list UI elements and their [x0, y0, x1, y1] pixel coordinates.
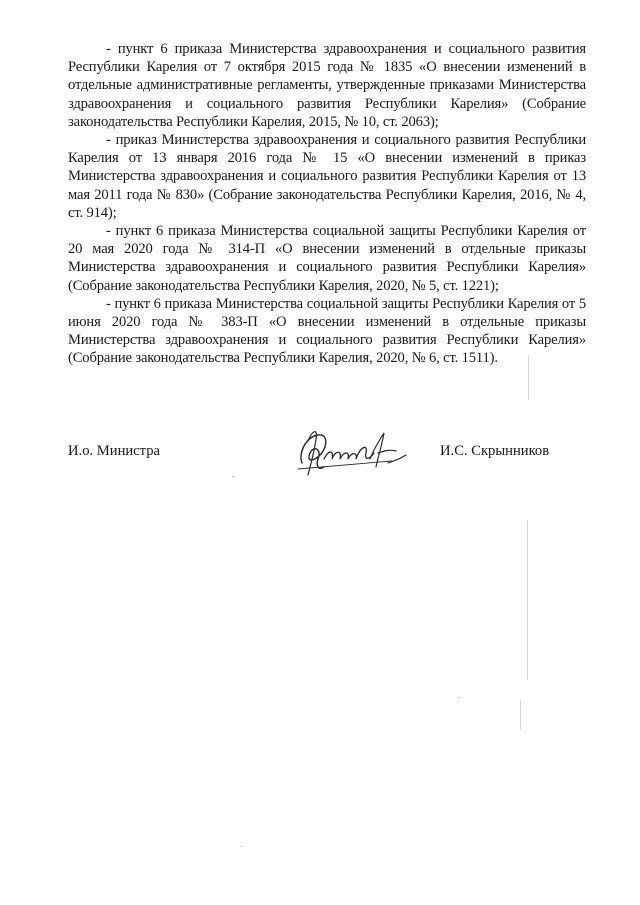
- handwritten-signature-icon: [288, 423, 418, 483]
- list-item-order-383p: - пункт 6 приказа Министерства социальной защиты Республики Карелия от 5 июня 2020 года № 383-П «О внесении изменений в отдельные приказы Министерства здравоохранения и социального развития Республики Карелия» (Собрание законодательства Республики Карелия, 2020, № 6, ст. 1511).: [68, 295, 586, 367]
- list-item-order-314p: - пункт 6 приказа Министерства социальной защиты Республики Карелия от 20 мая 2020 года № 314-П «О внесении изменений в отдельные приказы Министерства здравоохранения и социального развития Республики Карелия» (Собрание законодательства Республики Карелия, 2020, № 5, ст. 1221);: [68, 223, 586, 294]
- list-item-order-2016: - приказ Министерства здравоохранения и социального развития Республики Карелия от 13 января 2016 года № 15 «О внесении изменений в приказ Министерства здравоохранения и социального развития Республики Карелия от 13 мая 2011 года № 830» (Собрание законодательства Республики Карелия, 2016, № 4, ст. 914);: [68, 132, 586, 221]
- signatory-name: И.С. Скрынников: [440, 443, 550, 459]
- scan-artifact: [527, 520, 528, 680]
- list-item-amendment-2015: - пункт 6 приказа Министерства здравоохранения и социального развития Республики Карелия от 7 октября 2015 года № 1835 «О внесении изменений в отдельные административные регламенты, утвержденные приказами Министерства здравоохранения и социального развития Республики Карелия» (Собрание законодательства Республики Карелия, 2015, № 10, ст. 2063);: [68, 41, 586, 130]
- scan-artifact: [240, 846, 242, 847]
- scan-artifact: [232, 476, 234, 477]
- signatory-title: И.о. Министра: [68, 443, 160, 459]
- document-body: [68, 40, 586, 368]
- scan-artifact: [458, 697, 460, 698]
- scan-artifact: [528, 355, 529, 400]
- scan-artifact: [520, 700, 521, 730]
- signature-block: [68, 443, 586, 483]
